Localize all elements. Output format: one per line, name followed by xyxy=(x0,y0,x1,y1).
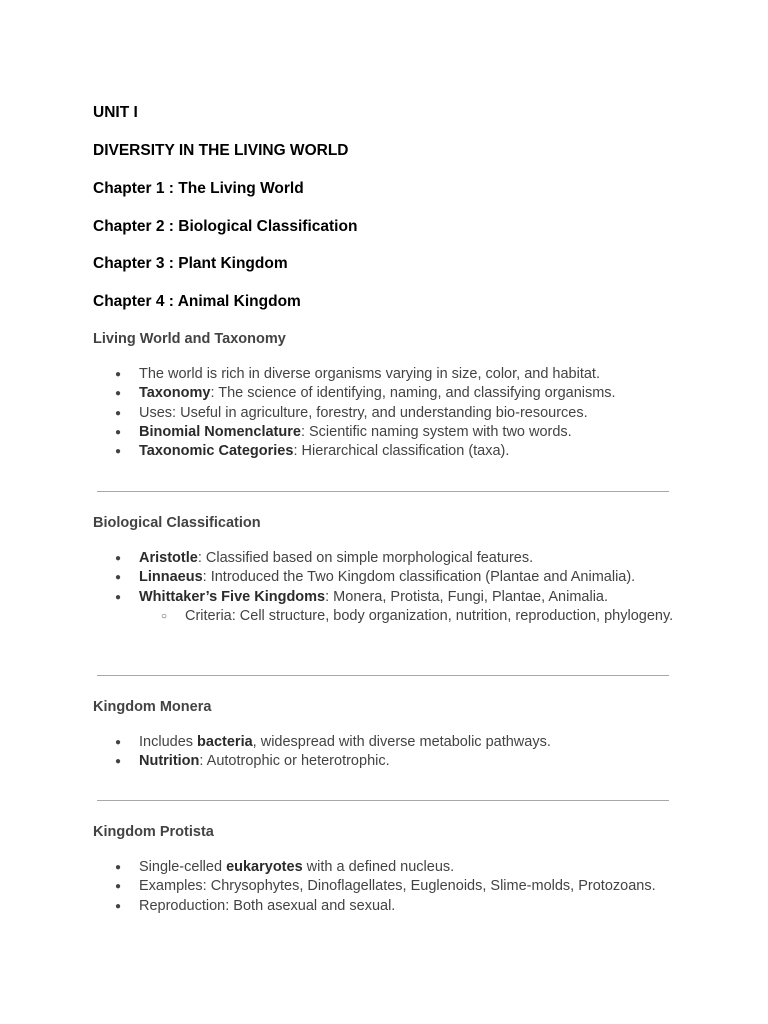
list-item xyxy=(93,897,693,916)
list-item xyxy=(93,442,693,461)
list-item xyxy=(93,858,693,877)
list-item xyxy=(93,384,693,403)
item-text: , widespread with diverse metabolic pathways. xyxy=(252,734,551,750)
list-item xyxy=(93,549,693,568)
section-title-protista: Kingdom Protista xyxy=(93,824,214,840)
list-item xyxy=(93,568,693,587)
chapter-4-heading: Chapter 4 : Animal Kingdom xyxy=(93,293,301,310)
list-item xyxy=(93,404,693,423)
taxonomy-list xyxy=(93,365,693,461)
item-text: : Monera, Protista, Fungi, Plantae, Animalia. xyxy=(325,588,609,605)
horizontal-rule xyxy=(97,800,669,801)
item-term: Linnaeus xyxy=(139,569,203,586)
item-text: : Scientific naming system with two words. xyxy=(300,423,572,440)
sub-list xyxy=(139,607,693,626)
item-term: Binomial Nomenclature xyxy=(139,423,301,440)
item-text: : Hierarchical classification (taxa). xyxy=(293,443,510,460)
section-title-classification: Biological Classification xyxy=(93,515,261,531)
item-text: Single-celled xyxy=(139,859,227,875)
horizontal-rule xyxy=(97,491,669,492)
monera-list xyxy=(93,733,693,772)
item-term: Taxonomy xyxy=(139,385,211,402)
item-term: Nutrition xyxy=(139,753,200,770)
chapter-3-heading: Chapter 3 : Plant Kingdom xyxy=(93,255,288,272)
chapter-2-heading: Chapter 2 : Biological Classification xyxy=(93,218,358,235)
list-item xyxy=(93,733,693,752)
item-text: Uses: Useful in agriculture, forestry, and understanding bio-resources. xyxy=(139,404,588,421)
protista-list xyxy=(93,858,693,916)
item-term: bacteria xyxy=(197,734,253,750)
item-term: Taxonomic Categories xyxy=(139,443,294,460)
item-text: Reproduction: Both asexual and sexual. xyxy=(139,897,396,914)
item-text: Includes xyxy=(139,734,198,750)
item-term: Aristotle xyxy=(139,550,198,566)
item-text: The world is rich in diverse organisms varying in size, color, and habitat. xyxy=(139,366,600,382)
list-item xyxy=(93,877,693,896)
item-term: eukaryotes xyxy=(226,859,303,875)
list-item xyxy=(93,423,693,442)
sub-list-item xyxy=(139,607,693,626)
item-text: Criteria: Cell structure, body organization, nutrition, reproduction, phylogeny. xyxy=(185,607,674,624)
item-term: Whittaker’s Five Kingdoms xyxy=(139,588,326,605)
classification-list xyxy=(93,549,693,626)
chapter-1-heading: Chapter 1 : The Living World xyxy=(93,180,304,197)
list-item xyxy=(93,752,693,771)
list-item xyxy=(93,365,693,384)
item-text: : Introduced the Two Kingdom classification (Plantae and Animalia). xyxy=(202,569,636,586)
item-text: with a defined nucleus. xyxy=(302,859,455,875)
horizontal-rule xyxy=(97,675,669,676)
section-title-monera: Kingdom Monera xyxy=(93,699,212,715)
unit-heading: UNIT I xyxy=(93,104,138,121)
item-text: : The science of identifying, naming, and classifying organisms. xyxy=(210,385,616,402)
section-title-taxonomy: Living World and Taxonomy xyxy=(93,331,286,347)
item-text: Examples: Chrysophytes, Dinoflagellates, Euglenoids, Slime-molds, Protozoans. xyxy=(139,878,656,895)
item-text: : Classified based on simple morphological features. xyxy=(197,550,534,566)
item-text: : Autotrophic or heterotrophic. xyxy=(199,753,390,770)
unit-title: DIVERSITY IN THE LIVING WORLD xyxy=(93,142,349,159)
list-item xyxy=(93,588,693,627)
